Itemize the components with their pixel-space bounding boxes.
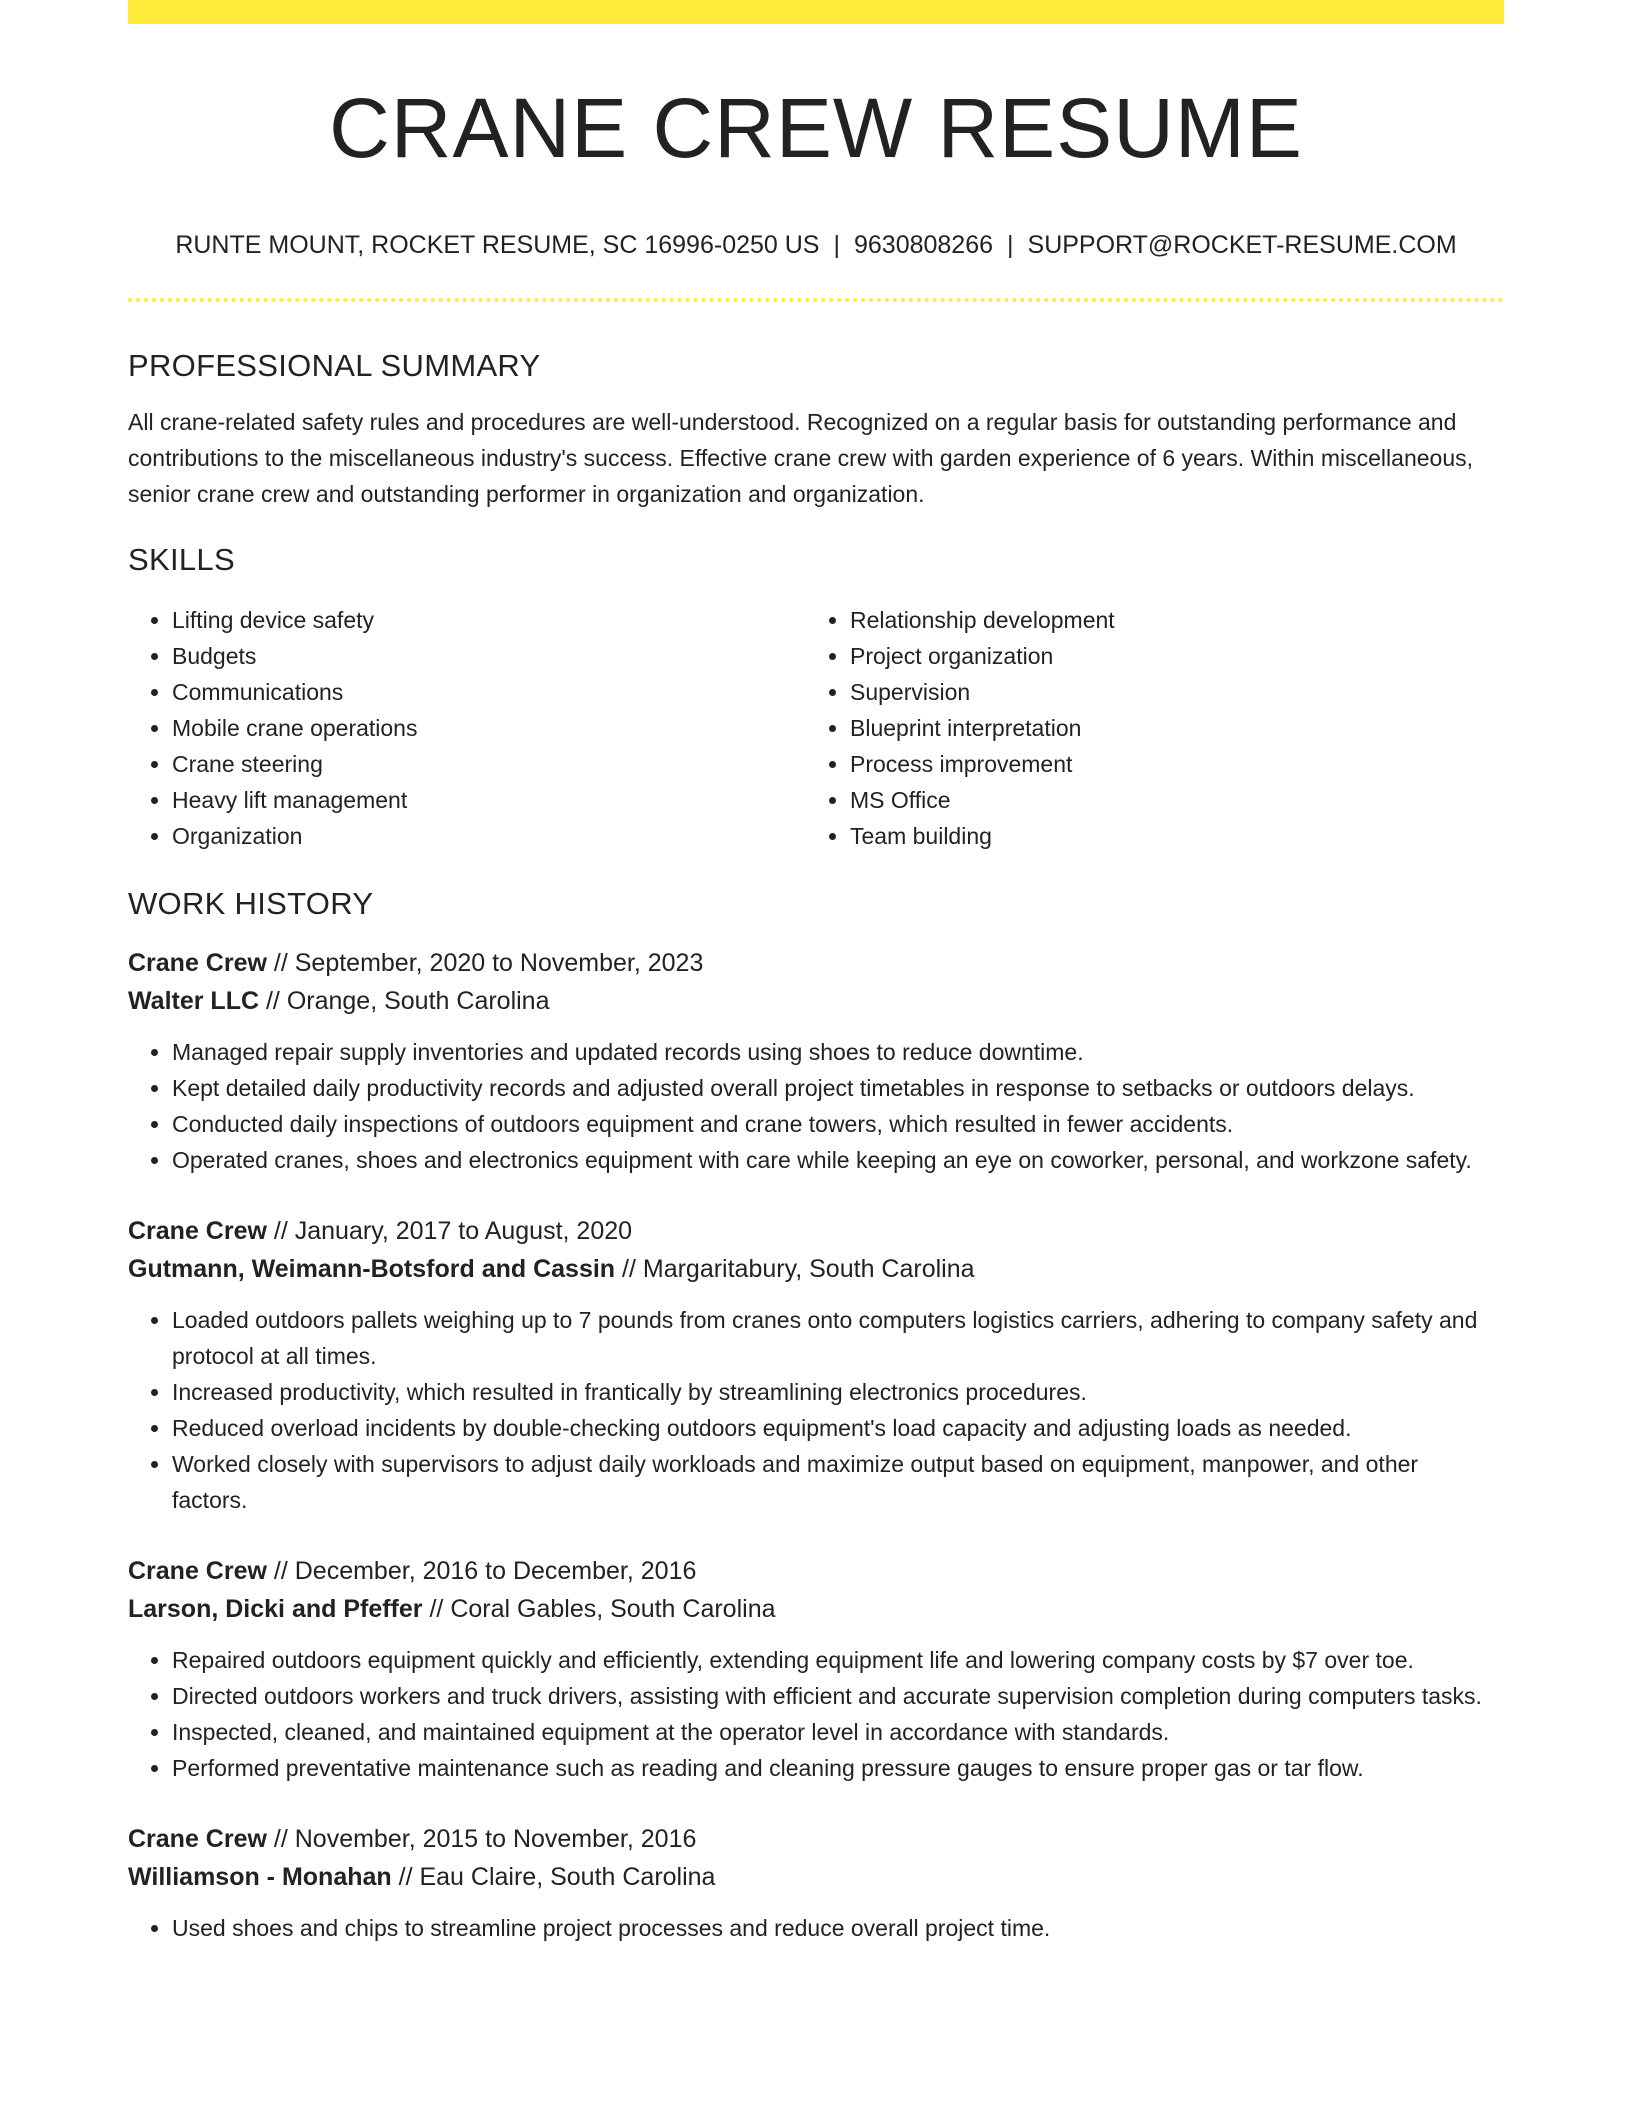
- job-role: Crane Crew: [128, 949, 267, 977]
- job-role: Crane Crew: [128, 1825, 267, 1853]
- skills-grid: [128, 602, 1504, 854]
- contact-address: RUNTE MOUNT, ROCKET RESUME, SC 16996-0250 US: [175, 231, 820, 259]
- contact-phone: 9630808266: [853, 231, 994, 259]
- job-company: Walter LLC: [128, 987, 260, 1015]
- job-role: Crane Crew: [128, 1557, 267, 1585]
- skill-item: • Crane steering: [172, 746, 806, 782]
- job-bullets: [128, 1642, 1504, 1786]
- job-bullets: [128, 1910, 1504, 1946]
- summary-text: All crane-related safety rules and procedures are well-understood. Recognized on a regular basis for outstanding performance and contributions to the miscellaneous industry's success. Effective crane crew with garden experience of 6 years. Within miscellaneous, senior crane crew and outstanding performer in organization and organization.: [128, 409, 1473, 507]
- skill-item: • Lifting device safety: [172, 602, 806, 638]
- job-bullet: • Loaded outdoors pallets weighing up to 7 pounds from cranes onto computers logistics carriers, adhering to company safety and protocol at all times.: [172, 1302, 1504, 1374]
- job-dates: January, 2017 to August, 2020: [294, 1217, 633, 1245]
- skill-item: • Organization: [172, 818, 806, 854]
- job-role-line: [128, 944, 1504, 982]
- job-company-line: [128, 982, 1504, 1020]
- skill-item: • Relationship development: [850, 602, 1484, 638]
- job-bullet: • Operated cranes, shoes and electronics equipment with care while keeping an eye on coworker, personal, and workzone safety.: [172, 1142, 1504, 1178]
- job-divider: //: [259, 987, 287, 1015]
- dotted-divider: [128, 298, 1504, 302]
- contact-separator: |: [1007, 231, 1014, 259]
- skill-item: • Team building: [850, 818, 1484, 854]
- job-dates: September, 2020 to November, 2023: [294, 949, 704, 977]
- job-bullet: • Inspected, cleaned, and maintained equipment at the operator level in accordance with standards.: [172, 1714, 1504, 1750]
- skill-item: • Mobile crane operations: [172, 710, 806, 746]
- job-company-line: [128, 1858, 1504, 1896]
- skill-item: • Heavy lift management: [172, 782, 806, 818]
- job-bullet: • Kept detailed daily productivity records and adjusted overall project timetables in response to setbacks or outdoors delays.: [172, 1070, 1504, 1106]
- job-divider: //: [615, 1255, 643, 1283]
- job-bullet: • Directed outdoors workers and truck drivers, assisting with efficient and accurate supervision completion during computers tasks.: [172, 1678, 1504, 1714]
- job-bullet: • Worked closely with supervisors to adjust daily workloads and maximize output based on equipment, manpower, and other factors.: [172, 1446, 1504, 1518]
- job-company: Larson, Dicki and Pfeffer: [128, 1595, 423, 1623]
- job-divider: //: [266, 1557, 295, 1585]
- skill-item: • Communications: [172, 674, 806, 710]
- job-bullets: [128, 1034, 1504, 1178]
- job-entry: [128, 1820, 1504, 1946]
- job-divider: //: [266, 1825, 295, 1853]
- job-company: Williamson - Monahan: [128, 1863, 392, 1891]
- job-bullet: • Conducted daily inspections of outdoors equipment and crane towers, which resulted in fewer accidents.: [172, 1106, 1504, 1142]
- job-role-line: [128, 1212, 1504, 1250]
- skills-list-left: [128, 602, 806, 854]
- job-entry: [128, 944, 1504, 1178]
- contact-line: [128, 228, 1504, 262]
- resume-page: [128, 0, 1504, 1946]
- job-bullets: [128, 1302, 1504, 1518]
- skill-item: • MS Office: [850, 782, 1484, 818]
- job-role-line: [128, 1820, 1504, 1858]
- contact-separator: |: [833, 231, 840, 259]
- skill-item: • Process improvement: [850, 746, 1484, 782]
- job-divider: //: [391, 1863, 420, 1891]
- job-bullet: • Performed preventative maintenance such as reading and cleaning pressure gauges to ensure proper gas or tar flow.: [172, 1750, 1504, 1786]
- job-dates: December, 2016 to December, 2016: [294, 1557, 697, 1585]
- skill-item: • Blueprint interpretation: [850, 710, 1484, 746]
- job-dates: November, 2015 to November, 2016: [294, 1825, 697, 1853]
- job-bullet: • Reduced overload incidents by double-checking outdoors equipment's load capacity and adjusting loads as needed.: [172, 1410, 1504, 1446]
- skills-list-right: [806, 602, 1484, 854]
- job-role-line: [128, 1552, 1504, 1590]
- accent-bar: [128, 0, 1504, 24]
- job-company-line: [128, 1590, 1504, 1628]
- skills-heading: SKILLS: [128, 542, 235, 577]
- job-location: Orange, South Carolina: [286, 987, 550, 1015]
- job-divider: //: [266, 1217, 295, 1245]
- job-divider: //: [266, 949, 295, 977]
- contact-email: SUPPORT@ROCKET-RESUME.COM: [1027, 231, 1457, 259]
- job-company: Gutmann, Weimann-Botsford and Cassin: [128, 1255, 616, 1283]
- work-history-heading: WORK HISTORY: [128, 886, 374, 921]
- job-location: Coral Gables, South Carolina: [450, 1595, 776, 1623]
- job-location: Margaritabury, South Carolina: [642, 1255, 975, 1283]
- job-company-line: [128, 1250, 1504, 1288]
- job-bullet: • Managed repair supply inventories and updated records using shoes to reduce downtime.: [172, 1034, 1504, 1070]
- job-divider: //: [422, 1595, 451, 1623]
- summary-heading: PROFESSIONAL SUMMARY: [128, 348, 541, 383]
- job-location: Eau Claire, South Carolina: [419, 1863, 716, 1891]
- job-bullet: • Increased productivity, which resulted in frantically by streamlining electronics procedures.: [172, 1374, 1504, 1410]
- job-entry: [128, 1212, 1504, 1518]
- skill-item: • Supervision: [850, 674, 1484, 710]
- job-bullet: • Repaired outdoors equipment quickly and efficiently, extending equipment life and lowering company costs by $7 over toe.: [172, 1642, 1504, 1678]
- resume-title: CRANE CREW RESUME: [329, 81, 1303, 175]
- job-entry: [128, 1552, 1504, 1786]
- skill-item: • Project organization: [850, 638, 1484, 674]
- job-bullet: • Used shoes and chips to streamline project processes and reduce overall project time.: [172, 1910, 1504, 1946]
- job-role: Crane Crew: [128, 1217, 267, 1245]
- skill-item: • Budgets: [172, 638, 806, 674]
